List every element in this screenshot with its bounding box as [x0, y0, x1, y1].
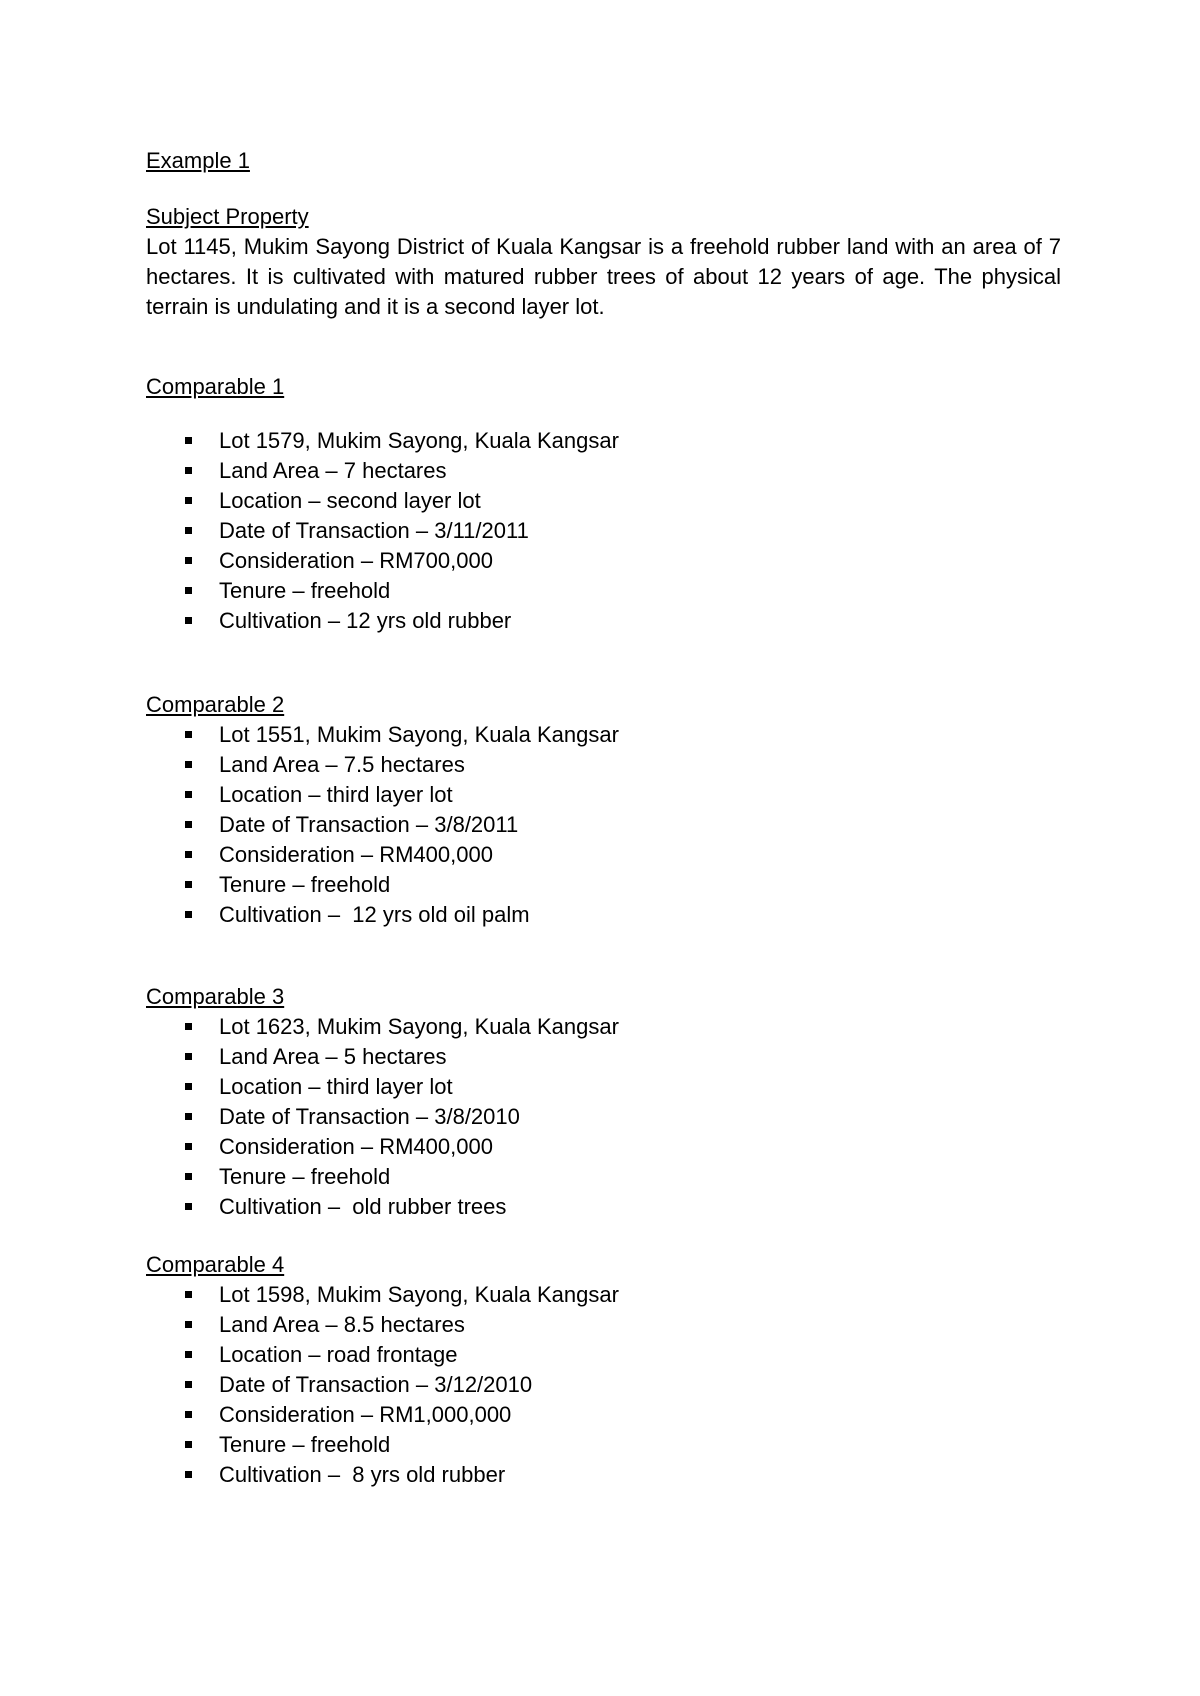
- subject-heading: Subject Property: [146, 204, 309, 229]
- subject-description: Lot 1145, Mukim Sayong District of Kuala Kangsar is a freehold rubber land with an area of 7 hectares. It is cultivated with matured rubber trees of about 12 years of age. The physical terrain is undulating and it is a second layer lot.: [146, 234, 1061, 319]
- square-bullet-icon: [185, 587, 192, 594]
- list-item: Lot 1551, Mukim Sayong, Kuala Kangsar: [146, 720, 1061, 750]
- square-bullet-icon: [185, 467, 192, 474]
- list-item: Tenure – freehold: [146, 1162, 1061, 1192]
- list-item: Date of Transaction – 3/11/2011: [146, 516, 1061, 546]
- comparable-2-list: [146, 720, 1061, 930]
- list-item: Cultivation – old rubber trees: [146, 1192, 1061, 1222]
- list-item: Consideration – RM400,000: [146, 1132, 1061, 1162]
- comparable-2-heading: Comparable 2: [146, 692, 285, 717]
- square-bullet-icon: [185, 1143, 192, 1150]
- square-bullet-icon: [185, 851, 192, 858]
- square-bullet-icon: [185, 617, 192, 624]
- list-item: Location – road frontage: [146, 1340, 1061, 1370]
- square-bullet-icon: [185, 1023, 192, 1030]
- square-bullet-icon: [185, 731, 192, 738]
- square-bullet-icon: [185, 1113, 192, 1120]
- square-bullet-icon: [185, 791, 192, 798]
- square-bullet-icon: [185, 1411, 192, 1418]
- square-bullet-icon: [185, 881, 192, 888]
- list-item: Consideration – RM400,000: [146, 840, 1061, 870]
- list-item: Cultivation – 8 yrs old rubber: [146, 1460, 1061, 1490]
- comparable-1-section: [146, 372, 1061, 636]
- square-bullet-icon: [185, 1203, 192, 1210]
- list-item: Tenure – freehold: [146, 576, 1061, 606]
- square-bullet-icon: [185, 1083, 192, 1090]
- comparable-2-section: [146, 690, 1061, 930]
- list-item: Consideration – RM700,000: [146, 546, 1061, 576]
- square-bullet-icon: [185, 821, 192, 828]
- square-bullet-icon: [185, 527, 192, 534]
- list-item: Tenure – freehold: [146, 1430, 1061, 1460]
- square-bullet-icon: [185, 1173, 192, 1180]
- square-bullet-icon: [185, 1053, 192, 1060]
- square-bullet-icon: [185, 1441, 192, 1448]
- comparable-1-list: [146, 426, 1061, 636]
- title-section: [146, 146, 1061, 176]
- square-bullet-icon: [185, 437, 192, 444]
- subject-section: [146, 202, 1061, 322]
- comparable-4-list: [146, 1280, 1061, 1490]
- list-item: Land Area – 7.5 hectares: [146, 750, 1061, 780]
- list-item: Land Area – 8.5 hectares: [146, 1310, 1061, 1340]
- square-bullet-icon: [185, 761, 192, 768]
- comparable-3-list: [146, 1012, 1061, 1222]
- square-bullet-icon: [185, 1381, 192, 1388]
- comparable-4-heading: Comparable 4: [146, 1252, 285, 1277]
- square-bullet-icon: [185, 911, 192, 918]
- list-item: Location – second layer lot: [146, 486, 1061, 516]
- list-item: Lot 1579, Mukim Sayong, Kuala Kangsar: [146, 426, 1061, 456]
- square-bullet-icon: [185, 1321, 192, 1328]
- comparable-1-heading: Comparable 1: [146, 374, 285, 399]
- square-bullet-icon: [185, 497, 192, 504]
- list-item: Cultivation – 12 yrs old oil palm: [146, 900, 1061, 930]
- list-item: Location – third layer lot: [146, 780, 1061, 810]
- list-item: Location – third layer lot: [146, 1072, 1061, 1102]
- square-bullet-icon: [185, 1351, 192, 1358]
- list-item: Lot 1598, Mukim Sayong, Kuala Kangsar: [146, 1280, 1061, 1310]
- comparable-3-heading: Comparable 3: [146, 984, 285, 1009]
- list-item: Lot 1623, Mukim Sayong, Kuala Kangsar: [146, 1012, 1061, 1042]
- list-item: Land Area – 7 hectares: [146, 456, 1061, 486]
- list-item: Consideration – RM1,000,000: [146, 1400, 1061, 1430]
- list-item: Tenure – freehold: [146, 870, 1061, 900]
- comparable-4-section: [146, 1250, 1061, 1490]
- list-item: Date of Transaction – 3/8/2010: [146, 1102, 1061, 1132]
- list-item: Date of Transaction – 3/8/2011: [146, 810, 1061, 840]
- comparable-3-section: [146, 982, 1061, 1222]
- square-bullet-icon: [185, 1471, 192, 1478]
- list-item: Cultivation – 12 yrs old rubber: [146, 606, 1061, 636]
- square-bullet-icon: [185, 557, 192, 564]
- list-item: Land Area – 5 hectares: [146, 1042, 1061, 1072]
- square-bullet-icon: [185, 1291, 192, 1298]
- document-title: Example 1: [146, 148, 250, 173]
- list-item: Date of Transaction – 3/12/2010: [146, 1370, 1061, 1400]
